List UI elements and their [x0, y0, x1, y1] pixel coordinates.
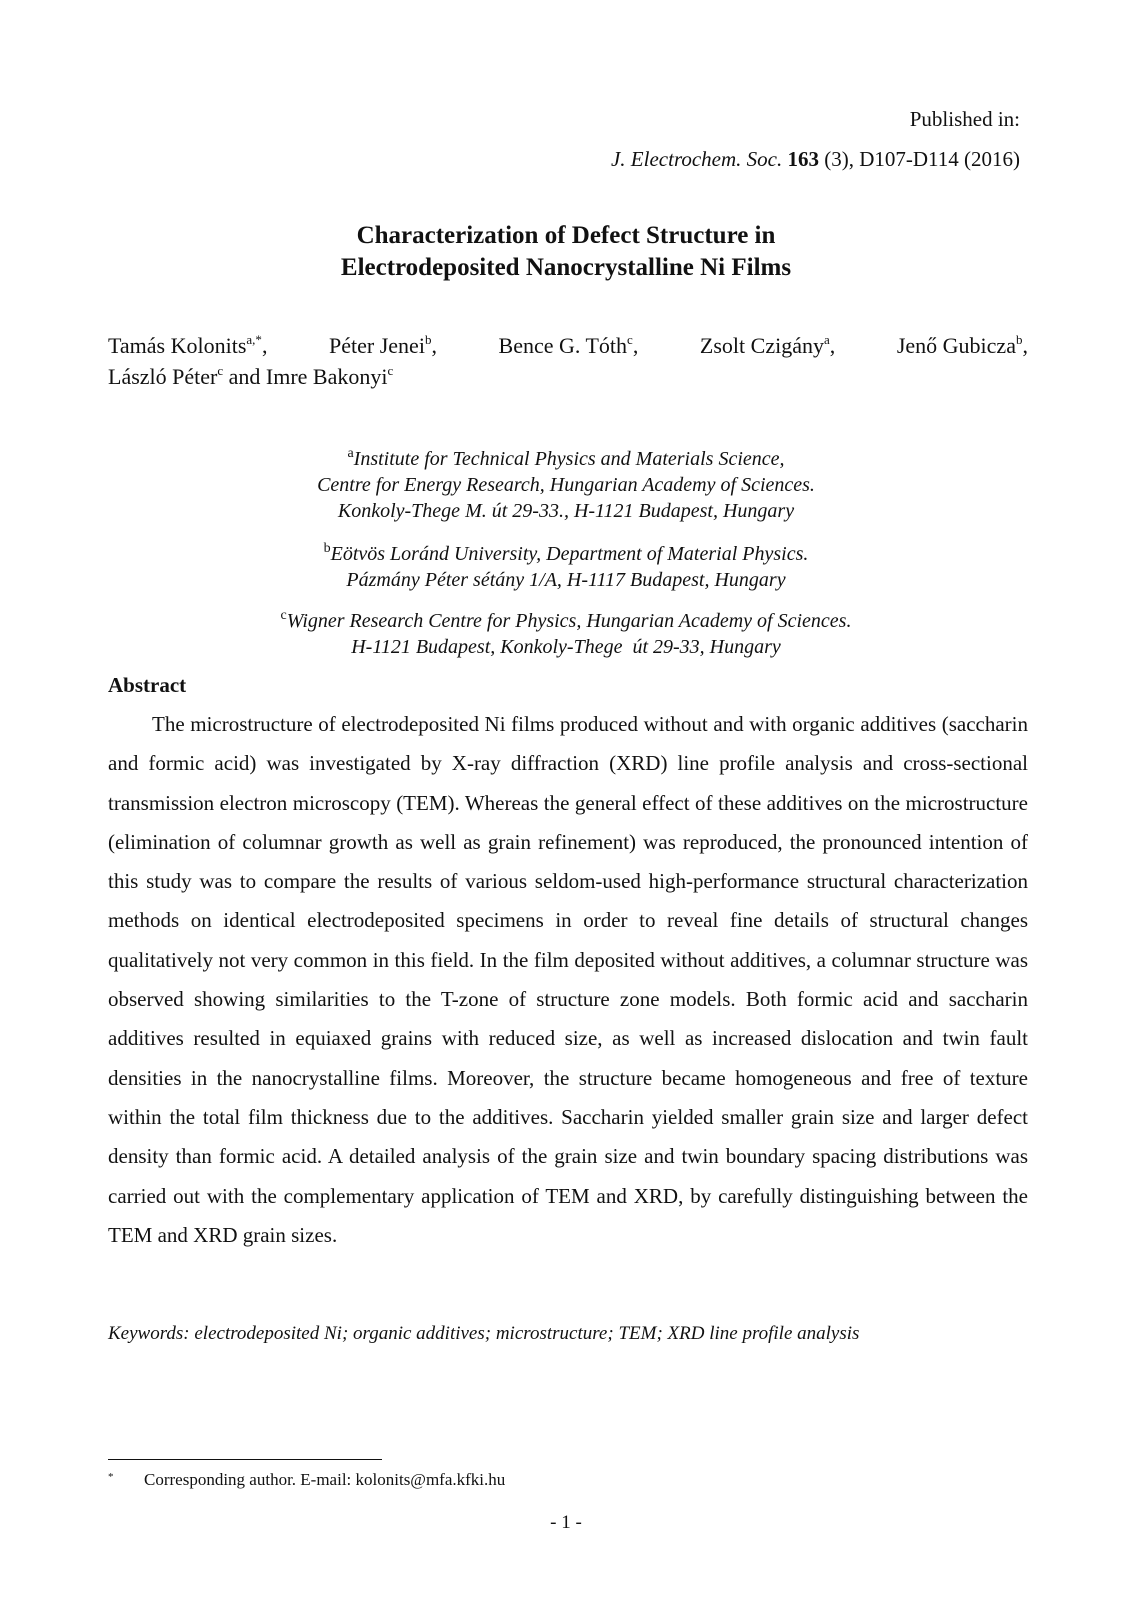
- abstract-text: The microstructure of electrodeposited Ni films produced without and with organic additives (saccharin and formic acid) was investigated by X-ray diffraction (XRD) line profile analysis and cross-sectional transmission electron microscopy (TEM). Whereas the general effect of these additives on the microstructure (elimination of columnar growth as well as grain refinement) was reproduced, the pronounced intention of this study was to compare the results of various seldom-used high-performance structural characterization methods on identical electrodeposited specimens in order to reveal fine details of structural changes qualitatively not very common in this field. In the film deposited without additives, a columnar structure was observed showing similarities to the T-zone of structure zone models. Both formic acid and saccharin additives resulted in equiaxed grains with reduced size, as well as increased dislocation and twin fault densities in the nanocrystalline films. Moreover, the structure became homogeneous and free of texture within the total film thickness due to the additives. Saccharin yielded smaller grain size and larger defect density than formic acid. A detailed analysis of the grain size and twin boundary spacing distributions was carried out with the complementary application of TEM and XRD, by carefully distinguishing between the TEM and XRD grain sizes.: [108, 712, 1028, 1247]
- affiliation-a: $^a$Institute for Technical Physics and Materials Science, Centre for Energy Research, Hungarian Academy of Sciences. Konkoly-Thege M. út 29-33., H-1121 Budapest, Hungary: [317, 446, 815, 522]
- published-in-label: Published in:: [909, 107, 1020, 131]
- affiliation-mark: b: [323, 541, 331, 556]
- abstract-heading: Abstract: [108, 673, 187, 697]
- author-line-1: [108, 330, 1028, 361]
- affiliation-mark: c: [280, 608, 287, 623]
- footnote-text: Corresponding author. E-mail: kolonits@mfa.kfki.hu: [144, 1470, 506, 1489]
- journal-name: J. Electrochem. Soc.: [610, 147, 783, 171]
- journal-volume: 163: [787, 147, 819, 171]
- paper-title: [0, 220, 1132, 284]
- author: László Péter$^c$ and: [108, 363, 261, 389]
- journal-details: (3), D107-D114 (2016): [824, 147, 1020, 171]
- author: Jenő Gubicza$^b$,: [896, 332, 1028, 358]
- author-list: [108, 330, 1028, 392]
- author: Imre Bakonyi$^c$: [265, 363, 394, 389]
- author: Péter Jenei$^b$,: [329, 332, 437, 358]
- author: Tamás Kolonits$^{a,*}$,: [108, 332, 268, 358]
- author: Zsolt Czigány$^a$,: [699, 332, 836, 358]
- footnote-divider: [108, 1459, 382, 1460]
- keywords: Keywords: electrodeposited Ni; organic additives; microstructure; TEM; XRD line profile analysis: [108, 1323, 860, 1344]
- affiliation-c: $^c$Wigner Research Centre for Physics, Hungarian Academy of Sciences. H-1121 Budapest, Konkoly-Thege út 29-33, Hungary: [280, 608, 852, 658]
- author: Bence G. Tóth$^c$,: [498, 332, 639, 358]
- footnote: [108, 1470, 505, 1490]
- affiliation-b: $^b$Eötvös Loránd University, Department of Material Physics. Pázmány Péter sétány 1/A, H-1117 Budapest, Hungary: [323, 541, 809, 591]
- title-line-1: Characterization of Defect Structure in: [356, 222, 776, 249]
- page-number: - 1 -: [550, 1512, 582, 1533]
- author-line-2: [108, 361, 1028, 392]
- affiliation-mark: a: [347, 446, 354, 461]
- journal-reference: [611, 148, 1020, 170]
- title-line-2: Electrodeposited Nanocrystalline Ni Films: [340, 254, 792, 281]
- footnote-mark: *: [108, 1471, 114, 1483]
